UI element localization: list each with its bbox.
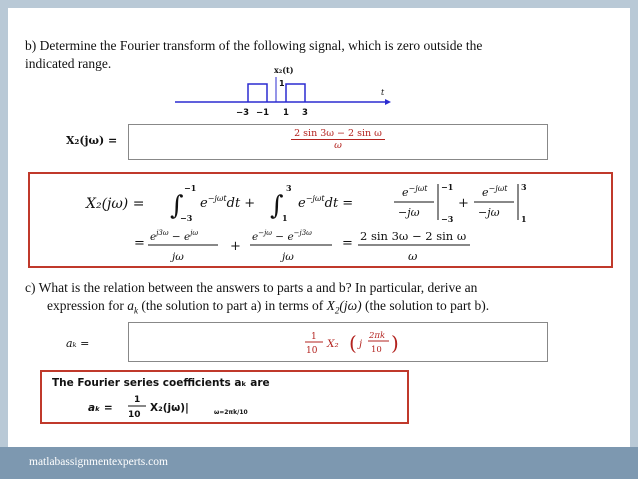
svg-text:e−jωtdt =: $e^{-j\omega t}dt$ = [298, 194, 354, 211]
svg-text:jω: jω [172, 251, 184, 263]
svg-text:3: 3 [521, 182, 527, 192]
fs-eval: ω=2πk/10 [214, 409, 248, 416]
part-c-text-a: expression for [47, 298, 124, 313]
svg-text:=: = [342, 236, 353, 251]
t-label: t [381, 88, 385, 97]
fs-coef-den: 10 [128, 410, 141, 420]
svg-text:−3: −3 [441, 214, 454, 224]
pulse-left [248, 84, 267, 102]
t-axis-arrow [385, 99, 391, 105]
svg-text:−jω: −jω [398, 206, 420, 219]
tick-3: 3 [302, 108, 308, 118]
svg-text:e−jωt: $e^{-j\omega t}$ [482, 184, 508, 199]
svg-text:3: 3 [286, 183, 292, 193]
svg-text:e−jωtdt +: $e^{-j\omega t}dt$ + [200, 194, 256, 211]
answer-c-label: aₖ = [66, 337, 90, 350]
svg-text:(: ( [349, 331, 357, 355]
tick-neg3: −3 [236, 108, 250, 118]
svg-text:−3: −3 [180, 213, 193, 223]
part-b-line2: indicated range. [25, 56, 112, 71]
footer-bar [0, 447, 638, 479]
left-border [0, 0, 8, 479]
answer-b-numerator: 2 sin 3ω − 2 sin ω [291, 128, 385, 140]
part-c-text-b: (the solution to part a) in terms of [141, 298, 324, 313]
integral-sign-2: ∫ [270, 191, 284, 221]
answer-b-denominator: ω [334, 140, 342, 151]
answer-b-label: X₂(jω) = [66, 134, 118, 147]
tick-1: 1 [283, 108, 289, 118]
answer-c-math [129, 323, 547, 361]
x2-subscript: 2 [334, 305, 340, 316]
c-func: X₂ [327, 338, 339, 350]
svg-text:1: 1 [521, 214, 527, 224]
fs-title: The Fourier series coefficients aₖ are [52, 377, 270, 389]
derivation-box [28, 172, 613, 268]
fs-math [42, 372, 407, 422]
svg-text:2 sin 3ω − 2 sin ω: 2 sin 3ω − 2 sin ω [360, 229, 467, 243]
top-border [0, 0, 638, 8]
signal-graph [170, 62, 400, 124]
svg-text:+: + [458, 196, 469, 211]
fs-coef-num: 1 [134, 395, 141, 405]
answer-b-box [128, 124, 548, 160]
part-c-line1: c) What is the relation between the answers to parts a and b? In particular, derive an [25, 280, 478, 295]
svg-text:−jω: −jω [478, 206, 500, 219]
svg-text:ej3ω − ejω: $e^{j3\omega} - e^{j\omega}$ [150, 229, 199, 243]
part-b-line1: b) Determine the Fourier transform of the following signal, which is zero outside the [25, 38, 483, 53]
part-c-text-c: (the solution to part b). [364, 298, 490, 313]
pulse-right [286, 84, 305, 102]
right-border [630, 0, 638, 479]
svg-text:−1: −1 [441, 182, 454, 192]
c-arg-num: 2πk [369, 331, 386, 341]
svg-text:=: = [134, 236, 145, 251]
c-arg-j: j [359, 339, 363, 350]
peak-label: 1 [279, 79, 285, 88]
svg-text:1: 1 [282, 213, 288, 223]
fs-box [40, 370, 409, 424]
x2-symbol: X [326, 298, 335, 313]
fs-rhs: X₂(jω)| [150, 402, 189, 414]
integral-sign-1: ∫ [170, 191, 184, 221]
svg-text:e−jωt: $e^{-j\omega t}$ [402, 184, 428, 199]
svg-text:+: + [230, 239, 241, 254]
c-arg-den: 10 [371, 345, 382, 355]
svg-text:): ) [391, 331, 399, 355]
svg-text:−1: −1 [184, 183, 197, 193]
c-coef-den: 10 [306, 346, 318, 356]
svg-text:ω: ω [408, 249, 418, 263]
deriv-lhs: X₂(jω) = [86, 196, 145, 212]
derivation-math [30, 174, 611, 266]
svg-text:jω: jω [282, 251, 294, 263]
fs-lhs: aₖ = [88, 402, 113, 414]
footer-site: matlabassignmentexperts.com [29, 456, 168, 468]
part-c-line2 [47, 297, 489, 320]
answer-c-box [128, 322, 548, 362]
x2-arg: (jω) [339, 298, 362, 313]
ak-subscript: k [133, 305, 138, 316]
tick-neg1: −1 [256, 108, 270, 118]
y-label: x₂(t) [274, 65, 294, 75]
ak-symbol: a [127, 298, 134, 313]
svg-text:e−jω − e−j3ω: $e^{-j\omega} - e^{-j3\omega}$ [252, 229, 312, 243]
c-coef-num: 1 [311, 332, 317, 342]
